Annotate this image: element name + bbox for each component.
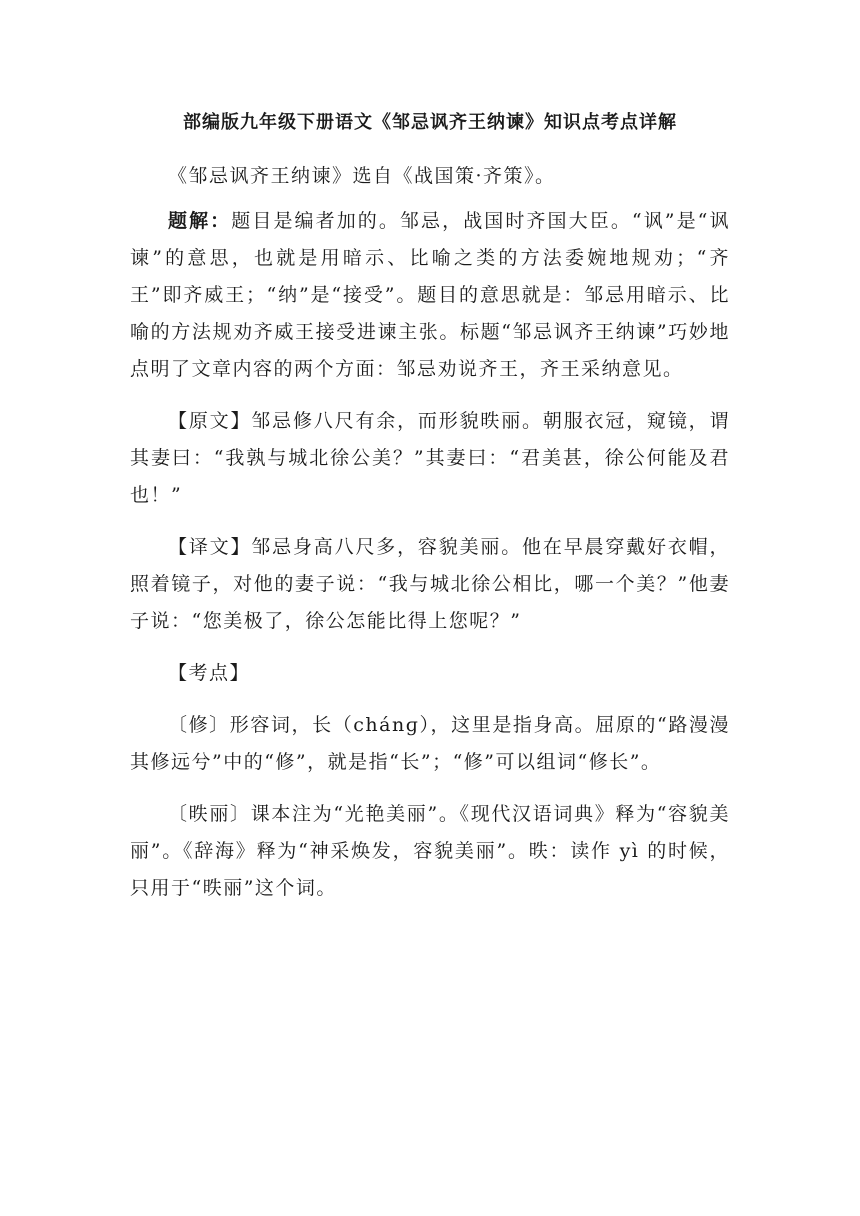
tijie-text: 题目是编者加的。邹忌，战国时齐国大臣。“讽”是“讽谏”的意思，也就是用暗示、比喻之类的方法委婉地规劝；“齐王”即齐威王；“纳”是“接受”。题目的意思就是：邹忌用暗示、比喻的方法规劝齐威王接受进谏主张。标题“邹忌讽齐王纳谏”巧妙地点明了文章内容的两个方面：邹忌劝说齐王，齐王采纳意见。 xyxy=(130,210,730,380)
source-line: 《邹忌讽齐王纳谏》选自《战国策·齐策》。 xyxy=(168,165,556,187)
document-title: 部编版九年级下册语文《邹忌讽齐王纳谏》知识点考点详解 xyxy=(183,112,677,133)
yuanwen-paragraph xyxy=(130,403,730,514)
kaodian-heading: 【考点】 xyxy=(168,662,251,684)
yuanwen-label: 【原文】 xyxy=(168,410,252,432)
document-page xyxy=(130,108,730,922)
yiwen-paragraph xyxy=(130,529,730,640)
yuanwen-text: 邹忌修八尺有余，而形貌昳丽。朝服衣冠，窥镜，谓其妻曰：“我孰与城北徐公美？”其妻曰：“君美甚，徐公何能及君也！” xyxy=(130,410,730,506)
yili-explanation: 〔昳丽〕课本注为“光艳美丽”。《现代汉语词典》释为“容貌美丽”。《辞海》释为“神采焕发，容貌美丽”。昳：读作 yì 的时候，只用于“昳丽”这个词。 xyxy=(130,803,730,899)
yiwen-text: 邹忌身高八尺多，容貌美丽。他在早晨穿戴好衣帽，照着镜子，对他的妻子说：“我与城北徐公相比，哪一个美？”他妻子说：“您美极了，徐公怎能比得上您呢？” xyxy=(130,536,730,632)
tijie-paragraph xyxy=(130,203,730,388)
yiwen-label: 【译文】 xyxy=(168,536,252,558)
tijie-label: 题解： xyxy=(168,210,232,232)
xiu-explanation: 〔修〕形容词，长（chánɡ），这里是指身高。屈原的“路漫漫其修远兮”中的“修”，就是指“长”；“修”可以组词“修长”。 xyxy=(130,714,730,773)
